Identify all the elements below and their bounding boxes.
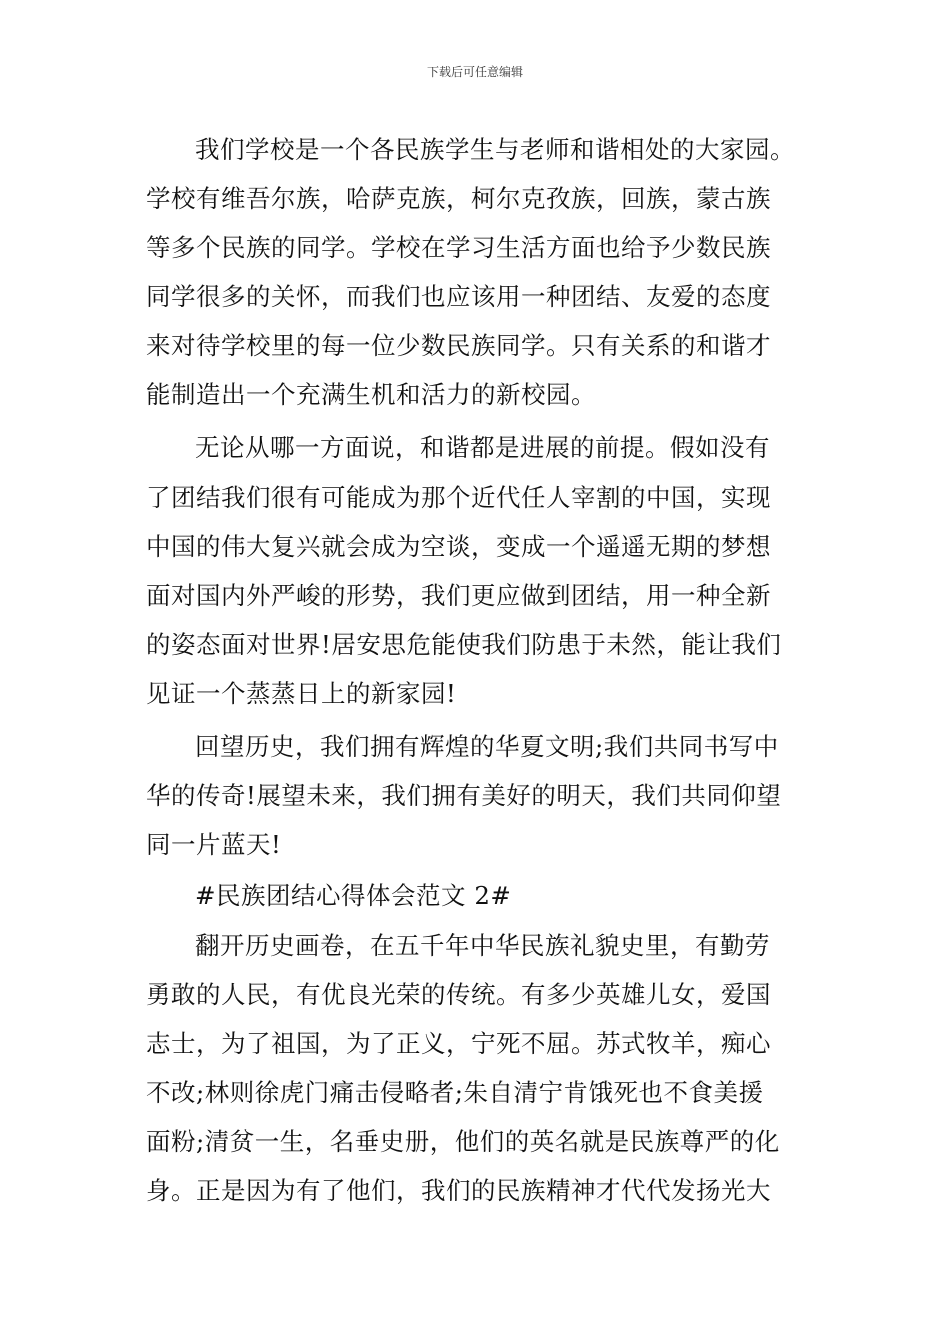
paragraph-4-line-6: 身。正是因为有了他们，我们的民族精神才代代发扬光大 xyxy=(146,1176,771,1205)
paragraph-1-line-1: 我们学校是一个各民族学生与老师和谐相处的大家园。 xyxy=(195,135,795,164)
paragraph-3-line-1: 回望历史，我们拥有辉煌的华夏文明;我们共同书写中 xyxy=(195,732,779,761)
paragraph-4-line-4: 不改;林则徐虎门痛击侵略者;朱自清宁肯饿死也不食美援 xyxy=(146,1078,764,1107)
paragraph-1-line-5: 来对待学校里的每一位少数民族同学。只有关系的和谐才 xyxy=(146,331,771,360)
paragraph-1-line-6: 能制造出一个充满生机和活力的新校园。 xyxy=(146,380,596,409)
paragraph-2-line-2: 了团结我们很有可能成为那个近代任人宰割的中国，实现 xyxy=(146,483,771,512)
paragraph-2-line-5: 的姿态面对世界!居安思危能使我们防患于未然，能让我们 xyxy=(146,630,782,659)
paragraph-2-line-6: 见证一个蒸蒸日上的新家园! xyxy=(146,679,457,708)
paragraph-3-line-3: 同一片蓝天! xyxy=(146,830,282,859)
section-heading: #民族团结心得体会范文 2# xyxy=(195,881,512,910)
paragraph-1-line-3: 等多个民族的同学。学校在学习生活方面也给予少数民族 xyxy=(146,233,771,262)
page-header: 下载后可任意编辑 xyxy=(426,65,523,79)
paragraph-4-line-2: 勇敢的人民，有优良光荣的传统。有多少英雄儿女，爱国 xyxy=(146,980,771,1009)
paragraph-4-line-1: 翻开历史画卷，在五千年中华民族礼貌史里，有勤劳 xyxy=(195,931,770,960)
paragraph-2-line-1: 无论从哪一方面说，和谐都是进展的前提。假如没有 xyxy=(195,433,770,462)
paragraph-1-line-2: 学校有维吾尔族，哈萨克族，柯尔克孜族，回族，蒙古族 xyxy=(146,184,771,213)
paragraph-2-line-4: 面对国内外严峻的形势，我们更应做到团结，用一种全新 xyxy=(146,581,771,610)
paragraph-4-line-5: 面粉;清贫一生，名垂史册，他们的英名就是民族尊严的化 xyxy=(146,1127,780,1156)
paragraph-1-line-4: 同学很多的关怀，而我们也应该用一种团结、友爱的态度 xyxy=(146,282,771,311)
paragraph-4-line-3: 志士，为了祖国，为了正义，宁死不屈。苏式牧羊，痴心 xyxy=(146,1029,771,1058)
paragraph-3-line-2: 华的传奇!展望未来，我们拥有美好的明天，我们共同仰望 xyxy=(146,781,782,810)
paragraph-2-line-3: 中国的伟大复兴就会成为空谈，变成一个遥遥无期的梦想 xyxy=(146,532,771,561)
